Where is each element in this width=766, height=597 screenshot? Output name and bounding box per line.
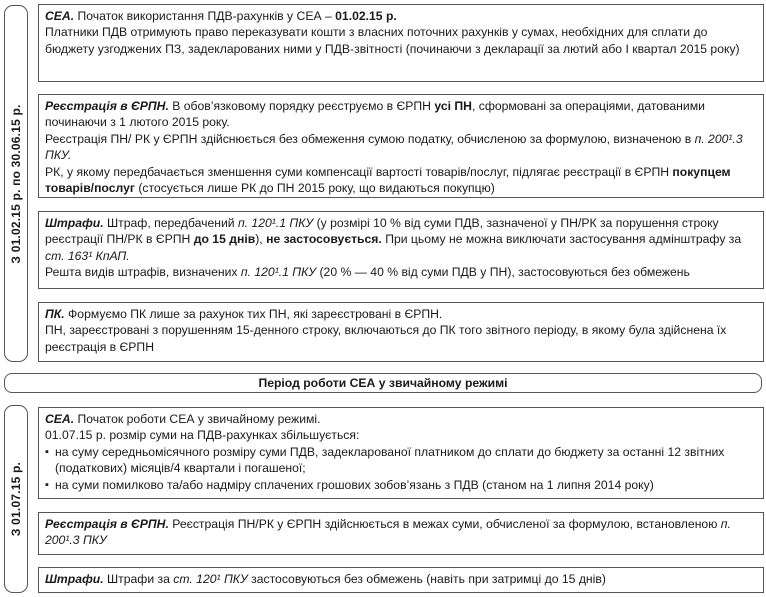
period2-side-text: З 01.07.15 р. xyxy=(9,461,23,537)
erpn2-ref: п. 200¹.3 ПКУ xyxy=(45,517,731,548)
sea-heading xyxy=(45,8,758,24)
fines-p1-a: Штраф, передбачений xyxy=(103,216,238,230)
sea2-l1-text: Початок роботи СЕА у звичайному режимі. xyxy=(74,412,321,426)
fines2-lead: Штрафи. xyxy=(45,572,104,586)
fines-p1 xyxy=(45,215,758,264)
sea-body: Платники ПДВ отримують право переказувати кошти з власних поточних рахунків у сумах, необхідних для сплати до бюджету узгоджених ПЗ, задекларованих ними у ПДВ-звітності (починаючи з декларації за лютий або І квартал 2015 року) xyxy=(45,25,740,56)
period2-erpn-box xyxy=(38,512,764,555)
period1-side-label xyxy=(4,5,28,362)
fines2-ref: ст. 120¹ ПКУ xyxy=(173,572,248,586)
period1-sea-box xyxy=(38,4,764,82)
erpn-p1-b: усі ПН xyxy=(434,99,472,113)
fines-lead: Штрафи. xyxy=(45,216,104,230)
fines-p1-d: ), xyxy=(255,232,267,247)
period1-erpn-box xyxy=(38,94,764,198)
fines-p1-e: не застосовується. xyxy=(266,232,382,247)
fines2-p1 xyxy=(45,571,758,587)
erpn-p2-ref: п. 200¹.3 ПКУ. xyxy=(45,131,743,163)
fines-p2-b: (20 % — 40 % від суми ПДВ у ПН), застосовуються без обмежень xyxy=(316,265,690,280)
period1-pk-box xyxy=(38,302,764,362)
fines-p2-a: Решта видів штрафів, визначених xyxy=(45,265,241,280)
period1-side-text: З 01.02.15 р. по 30.06.15 р. xyxy=(9,103,23,264)
erpn-p2-a: Реєстрація ПН/ РК у ЄРПН здійснюється без обмеження сумою податку, обчисленою за формулою, визначеною в xyxy=(45,131,695,146)
erpn-lead: Реєстрація в ЄРПН. xyxy=(45,99,169,113)
fines-p1-c: до 15 днів xyxy=(193,232,256,247)
fines-p1-f: При цьому не можна виключати застосування адмінштрафу за xyxy=(381,232,742,247)
sea-line1-text: Початок використання ПДВ-рахунків у СЕА – xyxy=(74,9,336,23)
fines-p2 xyxy=(45,264,758,280)
fines-p1-ref: п. 120¹.1 ПКУ xyxy=(237,216,314,230)
erpn-p1-a: В обов’язковому порядку реєструємо в ЄРПН xyxy=(168,99,435,113)
erpn-p1 xyxy=(45,98,758,131)
sea2-bullet-1: ▪ на суму середньомісячного розміру суми ПДВ, задекларованої платником до сплати до бюджету за останні 12 звітних (податкових) місяців/4 квартали і погашеної; xyxy=(45,444,758,477)
sea-lead: СЕА. xyxy=(45,9,75,23)
fines-p1-ref2: ст. 163¹ КпАП. xyxy=(45,248,130,263)
period2-side-label xyxy=(4,405,28,593)
erpn-p3 xyxy=(45,164,758,197)
pk-p1 xyxy=(45,306,758,322)
erpn-p2 xyxy=(45,131,758,164)
erpn2-lead: Реєстрація в ЄРПН. xyxy=(45,517,169,531)
fines-p1-b: (у розмірі 10 % від суми ПДВ, зазначеної у ПН/РК за порушення строку реєстрації ПН/РК в ЄРПН xyxy=(45,216,719,247)
period2-sea-box xyxy=(38,407,764,499)
sea2-l2: 01.07.15 р. розмір суми на ПДВ-рахунках збільшується: xyxy=(45,428,360,443)
period-banner: Період роботи СЕА у звичайному режимі xyxy=(4,373,762,393)
sea-date: 01.02.15 р. xyxy=(335,9,397,23)
sea2-bullet-2: ▪ на суми помилково та/або надміру сплачених грошових зобов’язань з ПДВ (станом на 1 липня 2014 року) xyxy=(45,477,758,493)
pk-lead: ПК. xyxy=(45,307,65,321)
erpn-p1-c: , сформовані за операціями, датованими починаючи з 1 лютого 2015 року. xyxy=(45,99,705,130)
erpn-p3-b: покупцем товарів/послуг xyxy=(45,164,731,196)
fines-p2-ref: п. 120¹.1 ПКУ xyxy=(240,265,317,280)
erpn2-p1 xyxy=(45,516,758,549)
fines2-p1-b: застосовуються без обмежень (навіть при затримці до 15 днів) xyxy=(247,572,606,586)
fines2-p1-a: Штрафи за xyxy=(103,572,174,586)
pk-p1-text: Формуємо ПК лише за рахунок тих ПН, які зареєстровані в ЄРПН. xyxy=(64,307,443,321)
erpn2-p1-text: Реєстрація ПН/РК у ЄРПН здійснюється в межах суми, обчисленої за формулою, встановленою xyxy=(168,517,721,531)
period1-fines-box xyxy=(38,211,764,289)
sea2-lead: СЕА. xyxy=(45,412,75,426)
sea2-l1 xyxy=(45,411,758,427)
pk-p2: ПН, зареєстровані з порушенням 15-денного строку, включаються до ПК того звітного періоду, в якому була здійснена їх реєстрація в ЄРПН xyxy=(45,323,727,354)
erpn-p3-a: РК, у якому передбачається зменшення суми компенсації вартості товарів/послуг, підлягає реєстрації в ЄРПН xyxy=(45,164,673,179)
erpn-p3-c: (стосується лише РК до ПН 2015 року, що видаються покупцю) xyxy=(134,181,495,196)
period2-fines-box xyxy=(38,567,764,593)
